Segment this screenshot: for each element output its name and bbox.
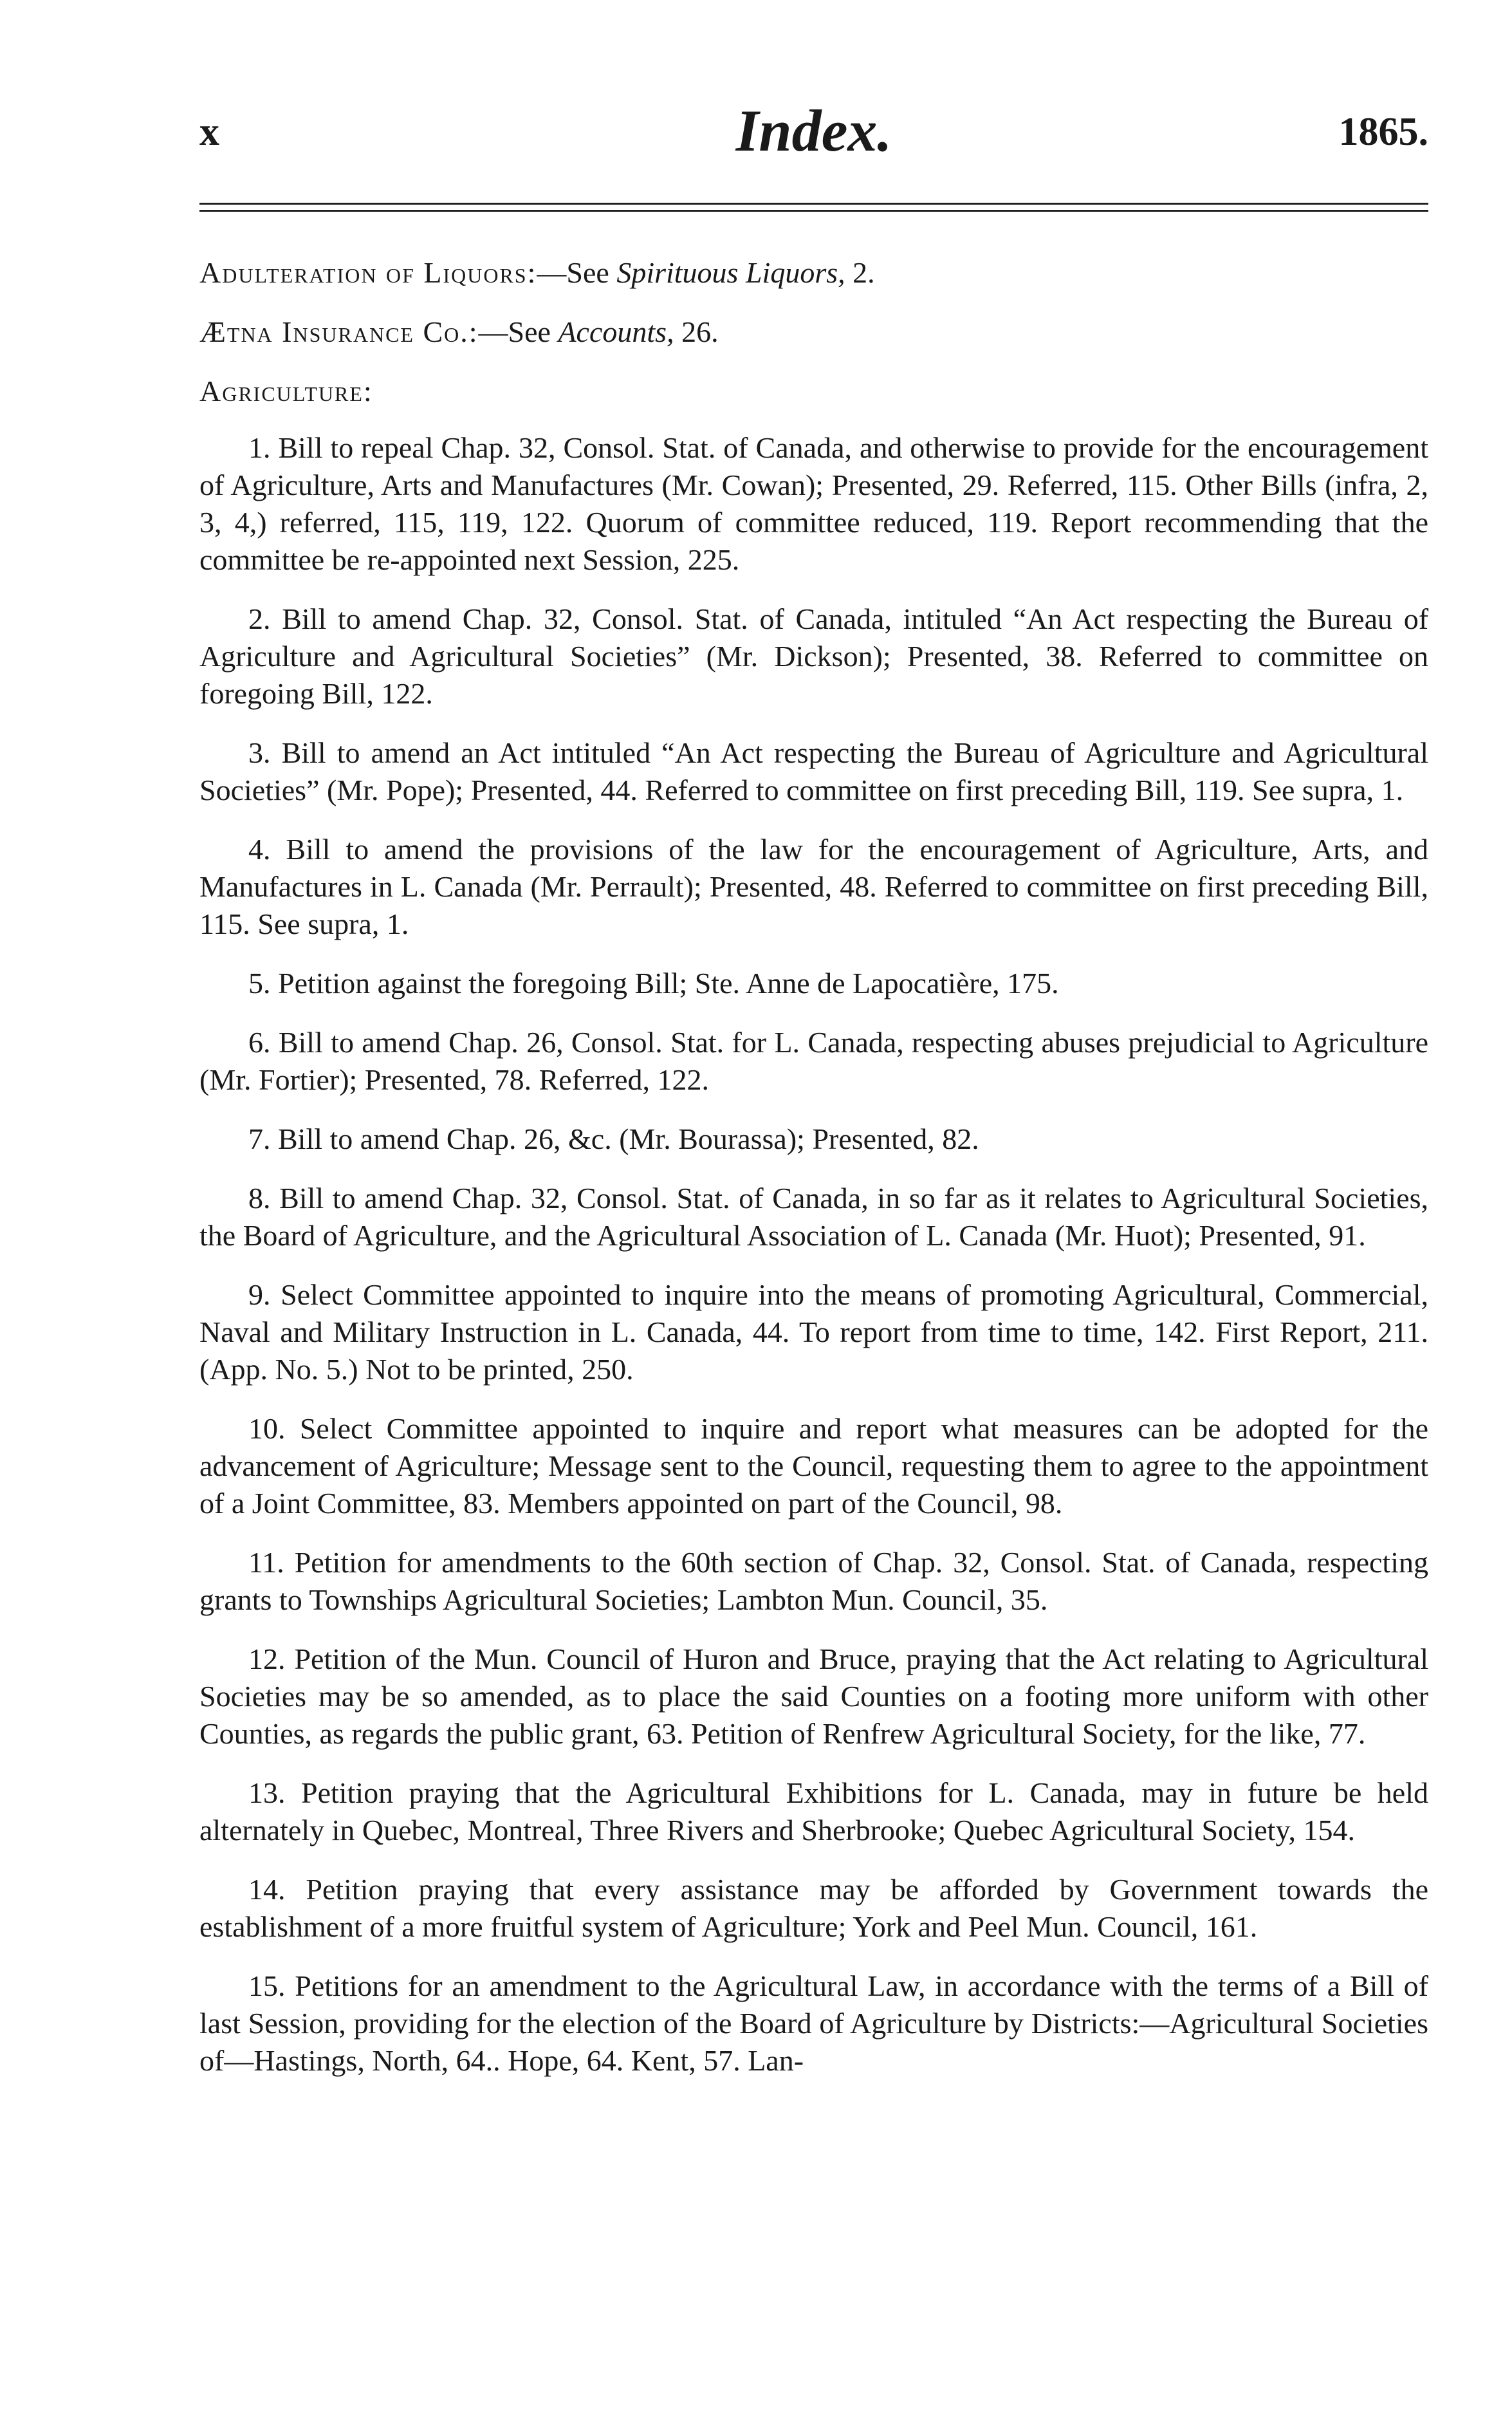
- header-rule-top: [199, 203, 1428, 205]
- item-text: Petition of the Mun. Council of Huron and Bruce, praying that the Act relating to Agricultural Societies may be so amended, as to place the said Counties on a footing more uniform with other Counties, as regards the public grant, 63. Petition of Renfrew Agricultural Society, for the like, 77.: [199, 1642, 1429, 1750]
- item-text: Bill to amend Chap. 26, &c. (Mr. Bourassa); Presented, 82.: [278, 1122, 979, 1155]
- index-item: [199, 1967, 1428, 2079]
- item-number: 14.: [248, 1873, 286, 1906]
- index-item: [199, 1121, 1428, 1158]
- item-text: Select Committee appointed to inquire and report what measures can be adopted for the advancement of Agriculture; Message sent to the Council, requesting them to agree to the appointment of a Joint Committee, 83. Members appointed on part of the Council, 98.: [199, 1412, 1428, 1520]
- item-text: Bill to amend Chap. 32, Consol. Stat. of Canada, intituled “An Act respecting the Bureau of Agriculture and Agricultural Societies” (Mr. Dickson); Presented, 38. Referred to committee on foregoing Bill, 122.: [199, 602, 1429, 710]
- item-text: Bill to amend an Act intituled “An Act respecting the Bureau of Agriculture and Agricultural Societies” (Mr. Pope); Presented, 44. Referred to committee on first preceding Bill, 119. See supra, 1.: [199, 736, 1428, 806]
- item-number: 5.: [248, 967, 271, 1000]
- index-item: [199, 734, 1428, 809]
- item-number: 15.: [248, 1969, 286, 2002]
- index-item: [199, 1180, 1428, 1254]
- index-item: [199, 1410, 1428, 1522]
- entry-reference: Spirituous Liquors,: [616, 256, 845, 289]
- index-item: [199, 965, 1428, 1002]
- header-year: 1865.: [1338, 110, 1428, 154]
- item-text: Bill to amend the provisions of the law for the encouragement of Agriculture, Arts, and Manufactures in L. Canada (Mr. Perrault); Presented, 48. Referred to committee on first preceding Bill, 115. See supra, 1.: [199, 833, 1429, 940]
- entry-see: —See: [478, 315, 558, 348]
- section-heading-agriculture: Agriculture:: [199, 375, 373, 407]
- item-text: Bill to amend Chap. 32, Consol. Stat. of Canada, in so far as it relates to Agricultural Societies, the Board of Agriculture, and the Agricultural Association of L. Canada (Mr. Huot); Presented, 91.: [199, 1182, 1429, 1252]
- index-entry-aetna: [199, 313, 1428, 351]
- page-title: Index.: [735, 98, 892, 163]
- item-number: 12.: [248, 1642, 286, 1675]
- item-number: 3.: [248, 736, 271, 769]
- item-number: 10.: [248, 1412, 286, 1445]
- entry-heading: Adulteration of Liquors:: [199, 256, 537, 289]
- entry-see: —See: [537, 256, 617, 289]
- item-number: 13.: [248, 1776, 286, 1809]
- index-entry-adulteration: [199, 254, 1428, 292]
- item-text: Petition for amendments to the 60th section of Chap. 32, Consol. Stat. of Canada, respecting grants to Townships Agricultural Societies; Lambton Mun. Council, 35.: [199, 1546, 1428, 1616]
- index-item: [199, 1774, 1428, 1849]
- item-number: 4.: [248, 833, 271, 866]
- item-text: Petition praying that every assistance may be afforded by Government towards the establishment of a more fruitful system of Agriculture; York and Peel Mun. Council, 161.: [199, 1873, 1428, 1943]
- item-number: 9.: [248, 1278, 271, 1311]
- item-text: Petition praying that the Agricultural Exhibitions for L. Canada, may in future be held alternately in Quebec, Montreal, Three Rivers and Sherbrooke; Quebec Agricultural Society, 154.: [199, 1776, 1428, 1846]
- item-number: 7.: [248, 1122, 271, 1155]
- item-text: Bill to amend Chap. 26, Consol. Stat. for L. Canada, respecting abuses prejudicial to Agriculture (Mr. Fortier); Presented, 78. Referred, 122.: [199, 1026, 1429, 1096]
- index-content: [199, 254, 1428, 2101]
- index-item: [199, 1641, 1428, 1753]
- item-text: Petition against the foregoing Bill; Ste. Anne de Lapocatière, 175.: [278, 967, 1059, 1000]
- agriculture-items: [199, 429, 1428, 2079]
- entry-number: 2.: [845, 256, 875, 289]
- item-text: Bill to repeal Chap. 32, Consol. Stat. of Canada, and otherwise to provide for the encouragement of Agriculture, Arts and Manufactures (Mr. Cowan); Presented, 29. Referred, 115. Other Bills (infra, 2, 3, 4,) referred, 115, 119, 122. Quorum of committee reduced, 119. Report recommending that the committee be re-appointed next Session, 225.: [199, 431, 1428, 576]
- index-item: [199, 831, 1428, 943]
- index-item: [199, 1871, 1428, 1946]
- item-number: 6.: [248, 1026, 271, 1059]
- index-item: [199, 1276, 1428, 1388]
- item-number: 11.: [248, 1546, 284, 1579]
- index-item: [199, 1544, 1428, 1619]
- item-number: 2.: [248, 602, 271, 635]
- page-header: [199, 97, 1428, 174]
- entry-reference: Accounts,: [558, 315, 674, 348]
- item-number: 8.: [248, 1182, 271, 1214]
- index-item: [199, 1024, 1428, 1099]
- header-rule-bottom: [199, 210, 1428, 212]
- index-item: [199, 600, 1428, 712]
- index-item: [199, 429, 1428, 579]
- item-text: Petitions for an amendment to the Agricultural Law, in accordance with the terms of a Bill of last Session, providing for the election of the Board of Agriculture by Districts:—Agricultural Societies of—Hastings, North, 64.. Hope, 64. Kent, 57. Lan-: [199, 1969, 1428, 2077]
- entry-number: 26.: [674, 315, 719, 348]
- item-number: 1.: [248, 431, 271, 464]
- item-text: Select Committee appointed to inquire into the means of promoting Agricultural, Commercial, Naval and Military Instruction in L. Canada, 44. To report from time to time, 142. First Report, 211. (App. No. 5.) Not to be printed, 250.: [199, 1278, 1428, 1386]
- page-number: x: [199, 110, 219, 154]
- entry-heading: Ætna Insurance Co.:: [199, 315, 479, 348]
